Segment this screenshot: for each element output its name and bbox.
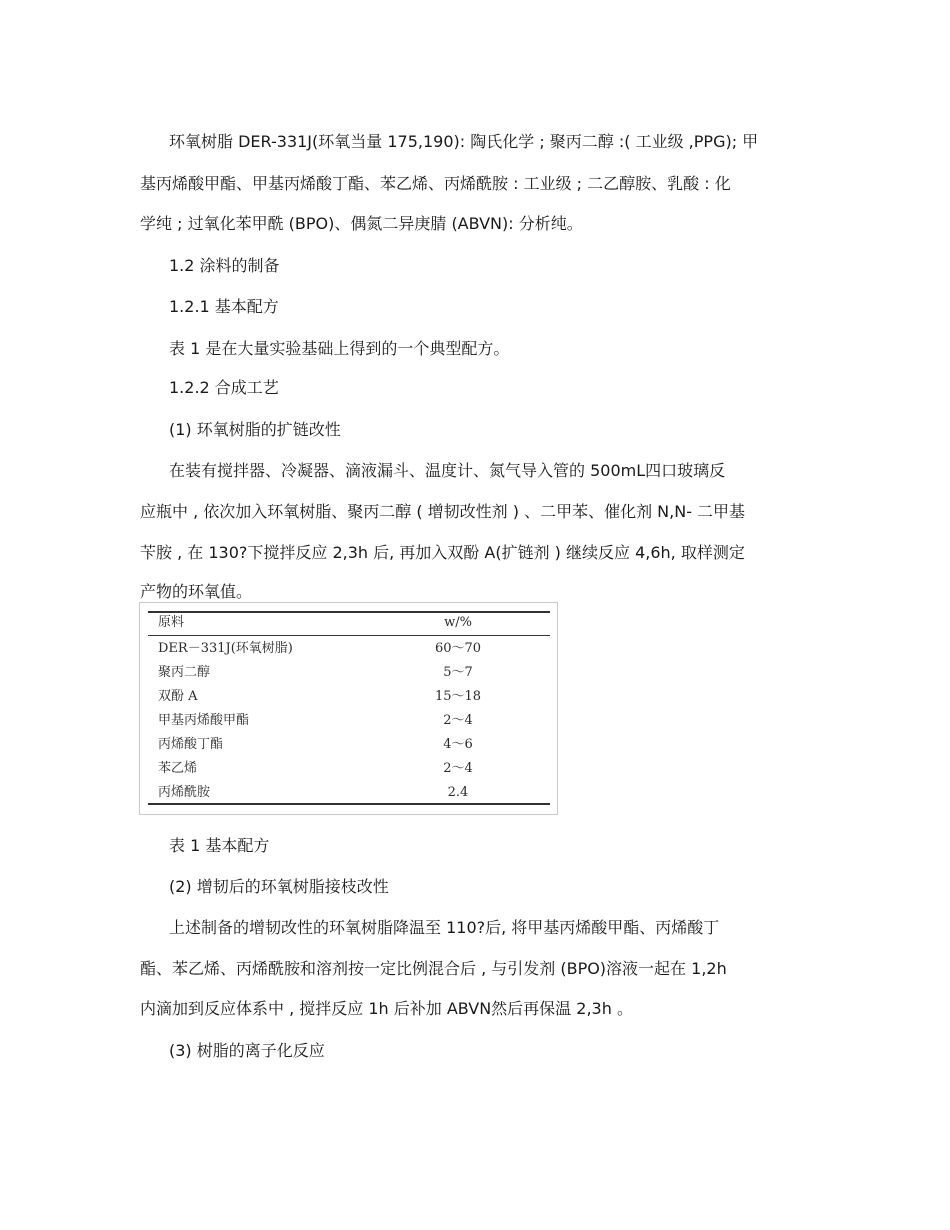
table-row-6-value: 2～4 — [443, 761, 473, 776]
paragraph-materials-line-3: 学纯 ; 过氧化苯甲酰 (BPO)、偶氮二异庚腈 (ABVN): 分析纯。 — [140, 214, 583, 233]
table-row-5-material: 丙烯酸丁酯 — [158, 737, 224, 752]
paragraph-step1-line-3: 苄胺 , 在 130?下搅拌反应 2,3h 后, 再加入双酚 A(扩链剂 ) 继续反应 4,6h, 取样测定 — [140, 543, 745, 562]
table-row-7-value: 2.4 — [447, 785, 469, 800]
formula-table — [139, 602, 558, 815]
paragraph-table-intro: 表 1 是在大量实验基础上得到的一个典型配方。 — [169, 339, 510, 358]
table-header-material: 原料 — [158, 615, 185, 630]
heading-step-1: (1) 环氧树脂的扩链改性 — [169, 420, 341, 439]
table-bottom-rule — [148, 803, 550, 805]
table-caption: 表 1 基本配方 — [169, 836, 270, 855]
table-row-4-material: 甲基丙烯酸甲酯 — [158, 713, 250, 728]
paragraph-materials-line-2: 基丙烯酸甲酯、甲基丙烯酸丁酯、苯乙烯、丙烯酰胺 : 工业级 ; 二乙醇胺、乳酸 : 化 — [140, 174, 731, 193]
table-row-4-value: 2～4 — [443, 713, 473, 728]
heading-step-2: (2) 增韧后的环氧树脂接枝改性 — [169, 877, 389, 896]
heading-step-3: (3) 树脂的离子化反应 — [169, 1041, 325, 1060]
table-row-2-value: 5～7 — [443, 665, 473, 680]
paragraph-step1-line-4: 产物的环氧值。 — [140, 582, 253, 601]
table-row-3-value: 15～18 — [434, 689, 482, 704]
table-row-3-material: 双酚 A — [158, 689, 198, 704]
paragraph-step2-line-1: 上述制备的增韧改性的环氧树脂降温至 110?后, 将甲基丙烯酸甲酯、丙烯酸丁 — [169, 918, 720, 937]
paragraph-step2-line-2: 酯、苯乙烯、丙烯酰胺和溶剂按一定比例混合后 , 与引发剂 (BPO)溶液一起在 1,2h — [140, 959, 727, 978]
table-header-rule — [148, 635, 550, 636]
paragraph-step1-line-1: 在装有搅拌器、冷凝器、滴液漏斗、温度计、氮气导入管的 500mL四口玻璃反 — [169, 461, 726, 480]
table-row-2-material: 聚丙二醇 — [158, 665, 211, 680]
heading-1-2: 1.2 涂料的制备 — [169, 256, 280, 275]
table-row-7-material: 丙烯酰胺 — [158, 785, 211, 800]
table-header-fraction: w/% — [444, 615, 472, 630]
table-row-1-value: 60～70 — [434, 641, 482, 656]
table-row-1-material: DER－331J(环氧树脂) — [158, 641, 293, 656]
table-top-rule — [148, 611, 550, 613]
table-row-6-material: 苯乙烯 — [158, 761, 198, 776]
paragraph-step1-line-2: 应瓶中 , 依次加入环氧树脂、聚丙二醇 ( 增韧改性剂 ) 、二甲苯、催化剂 N,N- 二甲基 — [140, 502, 746, 521]
heading-1-2-2: 1.2.2 合成工艺 — [169, 378, 279, 397]
heading-1-2-1: 1.2.1 基本配方 — [169, 297, 279, 316]
table-row-5-value: 4～6 — [443, 737, 473, 752]
paragraph-step2-line-3: 内滴加到反应体系中 , 搅拌反应 1h 后补加 ABVN然后再保温 2,3h 。 — [140, 999, 633, 1018]
paragraph-materials-line-1: 环氧树脂 DER-331J(环氧当量 175,190): 陶氏化学 ; 聚丙二醇 :( 工业级 ,PPG); 甲 — [169, 132, 759, 151]
